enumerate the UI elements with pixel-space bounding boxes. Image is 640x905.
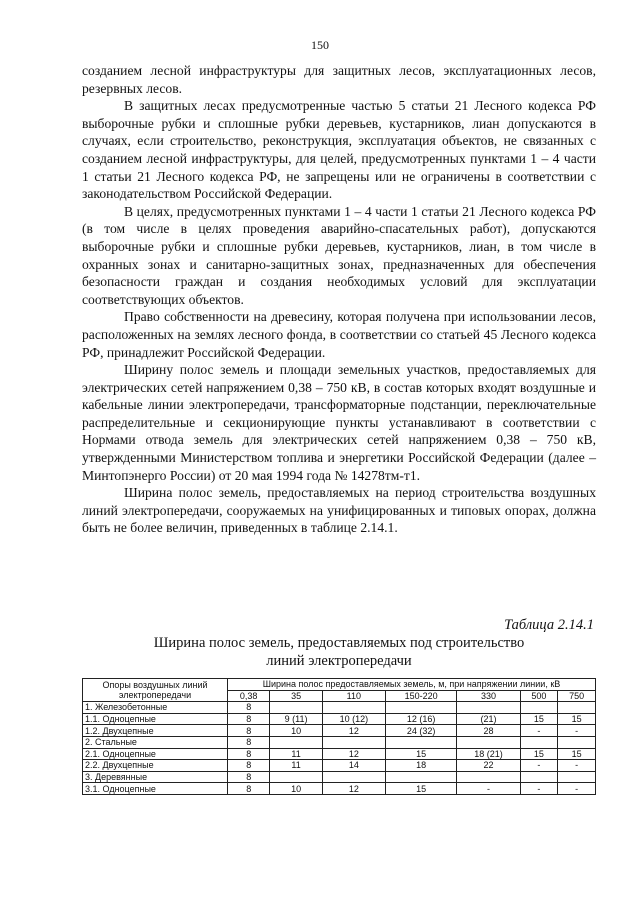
value-cell: 8: [228, 783, 270, 795]
value-cell: 14: [322, 760, 385, 772]
value-cell: [558, 771, 596, 783]
voltage-header-cell: 110: [322, 690, 385, 702]
paragraph: Право собственности на древесину, которая получена при использовании лесов, расположенных на землях лесного фонда, в соответствии со статьей 45 Лесного кодекса РФ, принадлежит Российской Федерации.: [82, 309, 596, 360]
value-cell: 12: [322, 783, 385, 795]
value-cell: 8: [228, 702, 270, 714]
table-row: [83, 748, 596, 760]
paragraph: Ширина полос земель, предоставляемых на период строительства воздушных линий электропередачи, сооружаемых на унифицированных и типовых опорах, должна быть не более величин, приведенных в таблице 2.14.1.: [82, 485, 596, 536]
table-label: Таблица 2.14.1: [504, 617, 594, 633]
value-cell: 11: [270, 748, 322, 760]
value-cell: [270, 771, 322, 783]
table-header-width: Ширина полос предоставляемых земель, м, при напряжении линии, кВ: [228, 679, 596, 691]
value-cell: -: [520, 725, 558, 737]
value-cell: [457, 702, 520, 714]
value-cell: 12 (16): [385, 713, 457, 725]
table-title-line-2: линий электропередачи: [266, 653, 412, 669]
value-cell: [270, 702, 322, 714]
value-cell: [322, 702, 385, 714]
table-row: [83, 725, 596, 737]
value-cell: 10: [270, 725, 322, 737]
value-cell: 10 (12): [322, 713, 385, 725]
value-cell: [385, 702, 457, 714]
value-cell: 8: [228, 748, 270, 760]
value-cell: 12: [322, 725, 385, 737]
table-row: [83, 771, 596, 783]
value-cell: -: [520, 760, 558, 772]
row-label-cell: 2.2. Двухцепные: [83, 760, 228, 772]
paragraph: В целях, предусмотренных пунктами 1 – 4 части 1 статьи 21 Лесного кодекса РФ (в том числе в целях проведения аварийно-спасательных работ), допускаются выборочные рубки и сплошные рубки деревьев, кустарников, лиан, в том числе в охранных зонах и санитарно-защитных зонах, предназначенных для обеспечения безопасности граждан и создания необходимых условий для эксплуатации соответствующих объектов.: [82, 203, 596, 307]
table-row: [83, 713, 596, 725]
row-label-cell: 2. Стальные: [83, 736, 228, 748]
value-cell: 18: [385, 760, 457, 772]
value-cell: -: [457, 783, 520, 795]
value-cell: 15: [520, 748, 558, 760]
voltage-header-cell: 0,38: [228, 690, 270, 702]
value-cell: -: [558, 783, 596, 795]
value-cell: [457, 771, 520, 783]
row-label-cell: 3.1. Одноцепные: [83, 783, 228, 795]
row-label-cell: 1. Железобетонные: [83, 702, 228, 714]
value-cell: 8: [228, 713, 270, 725]
paragraph: созданием лесной инфраструктуры для защитных лесов, эксплуатационных лесов, резервных лесов.: [82, 63, 596, 96]
voltage-header-cell: 330: [457, 690, 520, 702]
voltage-header-cell: 750: [558, 690, 596, 702]
value-cell: [322, 736, 385, 748]
value-cell: 15: [385, 748, 457, 760]
paragraph: В защитных лесах предусмотренные частью 5 статьи 21 Лесного кодекса РФ выборочные рубки и сплошные рубки деревьев, кустарников, лиан допускаются в случаях, если строительство, реконструкция, эксплуатация объектов, не связанных с созданием лесной инфраструктуры, для целей, предусмотренных пунктами 1 – 4 части 1 статьи 21 Лесного кодекса РФ, не запрещены или не ограничены в соответствии с законодательством Российской Федерации.: [82, 98, 596, 202]
value-cell: 22: [457, 760, 520, 772]
value-cell: [520, 771, 558, 783]
value-cell: 12: [322, 748, 385, 760]
value-cell: 15: [520, 713, 558, 725]
paragraph: Ширину полос земель и площади земельных участков, предоставляемых для электрических сетей напряжением 0,38 – 750 кВ, в состав которых входят воздушные и кабельные линии электропередачи, трансформаторные подстанции, переключательные распределительные и секционирующие пункты устанавливают в соответствии с Нормами отвода земель для электрических сетей напряжением 0,38 – 750 кВ, утвержденными Министерством топлива и энергетики Российской Федерации (далее – Минтопэнерго России) от 20 мая 1994 года № 14278тм-т1.: [82, 362, 596, 483]
voltage-header-cell: 35: [270, 690, 322, 702]
value-cell: 8: [228, 771, 270, 783]
row-label-cell: 1.1. Одноцепные: [83, 713, 228, 725]
value-cell: 8: [228, 760, 270, 772]
value-cell: [520, 736, 558, 748]
value-cell: 28: [457, 725, 520, 737]
table-title: [82, 634, 596, 670]
table-title-line-1: Ширина полос земель, предоставляемых под строительство: [153, 635, 525, 651]
table-row: [83, 783, 596, 795]
value-cell: 8: [228, 725, 270, 737]
value-cell: 18 (21): [457, 748, 520, 760]
value-cell: 11: [270, 760, 322, 772]
value-cell: -: [558, 725, 596, 737]
value-cell: [457, 736, 520, 748]
value-cell: 8: [228, 736, 270, 748]
value-cell: 10: [270, 783, 322, 795]
voltage-header-cell: 150-220: [385, 690, 457, 702]
value-cell: [520, 702, 558, 714]
row-label-cell: 1.2. Двухцепные: [83, 725, 228, 737]
table-row: [83, 760, 596, 772]
value-cell: 15: [558, 713, 596, 725]
value-cell: -: [558, 760, 596, 772]
value-cell: [385, 771, 457, 783]
body-text: [82, 62, 596, 537]
value-cell: 24 (32): [385, 725, 457, 737]
value-cell: [385, 736, 457, 748]
table-row: [83, 736, 596, 748]
value-cell: [558, 702, 596, 714]
value-cell: [270, 736, 322, 748]
value-cell: (21): [457, 713, 520, 725]
value-cell: -: [520, 783, 558, 795]
value-cell: 9 (11): [270, 713, 322, 725]
row-label-cell: 2.1. Одноцепные: [83, 748, 228, 760]
row-label-cell: 3. Деревянные: [83, 771, 228, 783]
value-cell: [322, 771, 385, 783]
value-cell: 15: [385, 783, 457, 795]
page-number: 150: [311, 38, 329, 52]
land-width-table: [82, 678, 596, 795]
table-row: [83, 702, 596, 714]
table-body: [83, 702, 596, 795]
value-cell: [558, 736, 596, 748]
voltage-header-cell: 500: [520, 690, 558, 702]
value-cell: 15: [558, 748, 596, 760]
table-header-supports: Опоры воздушных линий электропередачи: [83, 679, 228, 702]
